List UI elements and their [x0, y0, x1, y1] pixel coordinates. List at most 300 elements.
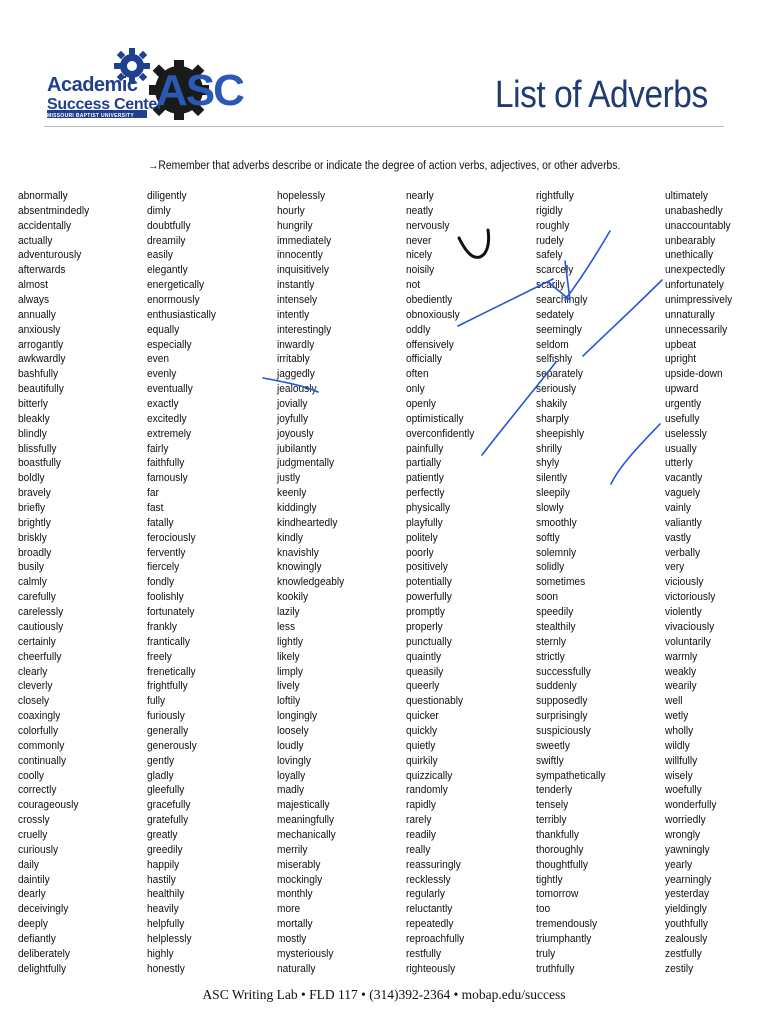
adverb-word: really — [406, 843, 431, 856]
adverb-column-5 — [536, 189, 664, 977]
adverb-word: kiddingly — [277, 502, 317, 515]
adverb-word: frightfully — [147, 680, 188, 693]
adverb-word: happily — [147, 858, 180, 871]
adverb-word: queasily — [406, 665, 444, 678]
adverb-word: righteously — [406, 962, 456, 975]
adverb-word: wholly — [665, 724, 694, 737]
adverb-word: knowledgeably — [277, 576, 345, 589]
adverb-word: ultimately — [665, 190, 708, 202]
adverb-word: greedily — [147, 843, 183, 856]
adverb-word: wonderfully — [665, 799, 717, 812]
adverb-word: uselessly — [665, 427, 707, 440]
adverb-word: surprisingly — [536, 710, 588, 723]
adverb-word: mockingly — [277, 873, 323, 886]
adverb-word: gratefully — [147, 814, 189, 827]
adverb-word: hungrily — [277, 219, 313, 232]
adverb-word: sympathetically — [536, 769, 606, 782]
adverb-word: arrogantly — [18, 338, 64, 351]
adverb-word: extremely — [147, 427, 192, 440]
adverb-word: defiantly — [18, 932, 56, 945]
adverb-word: upside-down — [665, 368, 723, 381]
adverb-word: merrily — [277, 843, 308, 856]
adverb-word: judgmentally — [277, 457, 335, 470]
adverb-word: carelessly — [18, 606, 64, 619]
adverb-word: not — [406, 279, 421, 292]
adverb-word: inwardly — [277, 338, 315, 351]
adverb-word: smoothly — [536, 516, 577, 529]
adverb-word: loftily — [277, 695, 301, 708]
adverb-word: evenly — [147, 368, 177, 381]
adverb-word: always — [18, 294, 50, 307]
adverb-word: softly — [536, 531, 560, 544]
adverb-word: knavishly — [277, 546, 319, 559]
adverb-word: gladly — [147, 769, 174, 782]
adverb-word: lively — [277, 680, 300, 693]
adverb-word: meaningfully — [277, 814, 335, 827]
adverb-word: physically — [406, 502, 451, 515]
adverb-word: mysteriously — [277, 947, 334, 960]
adverb-word: awkwardly — [18, 353, 66, 366]
adverb-word: willfully — [665, 754, 698, 767]
adverb-word: naturally — [277, 962, 316, 975]
adverb-word: sedately — [536, 308, 574, 321]
adverb-word: cheerfully — [18, 650, 62, 663]
adverb-word: slowly — [536, 502, 564, 515]
adverb-word: obnoxiously — [406, 308, 460, 321]
adverb-word: kindheartedly — [277, 516, 338, 529]
adverb-word: shrilly — [536, 442, 562, 455]
adverb-word: safely — [536, 249, 563, 262]
adverb-word: even — [147, 353, 170, 366]
adverb-word: freely — [147, 650, 172, 663]
adverb-word: rightfully — [536, 190, 574, 202]
adverb-word: innocently — [277, 249, 323, 262]
adverb-word: unabashedly — [665, 204, 723, 217]
adverb-columns — [0, 189, 768, 979]
adverb-word: joyously — [277, 427, 314, 440]
adverb-word: oddly — [406, 323, 431, 336]
adverb-word: queerly — [406, 680, 440, 693]
adverb-word: heavily — [147, 903, 179, 916]
adverb-word: jovially — [277, 398, 308, 411]
asc-logo — [44, 44, 243, 124]
adverb-word: viciously — [665, 576, 704, 589]
adverb-word: potentially — [406, 576, 452, 589]
adverb-word: quietly — [406, 739, 436, 752]
adverb-word: kindly — [277, 531, 304, 544]
adverb-word: randomly — [406, 784, 448, 797]
adverb-word: vaguely — [665, 487, 701, 500]
adverb-word: exactly — [147, 398, 179, 411]
adverb-word: jaggedly — [277, 368, 315, 381]
adverb-word: miserably — [277, 858, 321, 871]
adverb-word: jubilantly — [277, 442, 317, 455]
logo-line-academic: Academic — [47, 74, 138, 96]
adverb-word: politely — [406, 531, 438, 544]
adverb-word: vacantly — [665, 472, 703, 485]
adverb-word: properly — [406, 620, 443, 633]
adverb-word: wisely — [665, 769, 693, 782]
adverb-word: upward — [665, 383, 699, 396]
adverb-word: courageously — [18, 799, 79, 812]
adverb-word: briskly — [18, 531, 47, 544]
adverb-word: frankly — [147, 620, 177, 633]
adverb-word: bitterly — [18, 398, 48, 411]
adverb-word: unaccountably — [665, 219, 731, 232]
adverb-word: gleefully — [147, 784, 185, 797]
adverb-word: justly — [277, 472, 301, 485]
adverb-word: usefully — [665, 412, 700, 425]
adverb-word: wildly — [665, 739, 690, 752]
adverb-word: thankfully — [536, 828, 579, 841]
adverb-word: blindly — [18, 427, 47, 440]
adverb-word: roughly — [536, 219, 570, 232]
adverb-word: shakily — [536, 398, 568, 411]
adverb-word: solemnly — [536, 546, 577, 559]
adverb-word: utterly — [665, 457, 693, 470]
adverb-word: fiercely — [147, 561, 180, 574]
adverb-word: lovingly — [277, 754, 311, 767]
adverb-word: actually — [18, 234, 53, 247]
adverb-word: cleverly — [18, 680, 53, 693]
adverb-word: noisily — [406, 264, 435, 277]
adverb-word: intensely — [277, 294, 318, 307]
adverb-word: often — [406, 368, 429, 381]
adverb-word: sleepily — [536, 487, 570, 500]
adverb-word: too — [536, 903, 551, 916]
adverb-column-4 — [406, 189, 534, 977]
adverb-word: bravely — [18, 487, 51, 500]
adverb-word: rarely — [406, 814, 432, 827]
adverb-word: only — [406, 383, 425, 396]
adverb-word: almost — [18, 279, 48, 292]
adverb-word: cautiously — [18, 620, 64, 633]
adverb-word: quicker — [406, 710, 439, 723]
adverb-word: zestily — [665, 962, 694, 975]
adverb-word: mostly — [277, 932, 307, 945]
adverb-word: boastfully — [18, 457, 61, 470]
adverb-word: fairly — [147, 442, 169, 455]
adverb-word: anxiously — [18, 323, 61, 336]
adverb-word: madly — [277, 784, 305, 797]
adverb-word: offensively — [406, 338, 454, 351]
adverb-word: diligently — [147, 190, 187, 202]
adverb-word: seemingly — [536, 323, 582, 336]
adverb-word: well — [665, 695, 683, 708]
adverb-word: thoroughly — [536, 843, 584, 856]
adverb-word: vainly — [665, 502, 692, 515]
adverb-word: absentmindedly — [18, 204, 90, 217]
adverb-word: busily — [18, 561, 45, 574]
adverb-word: easily — [147, 249, 174, 262]
adverb-word: less — [277, 620, 296, 633]
adverb-word: generously — [147, 739, 197, 752]
adverb-word: selfishly — [536, 353, 573, 366]
adverb-word: keenly — [277, 487, 307, 500]
adverb-word: sheepishly — [536, 427, 585, 440]
adverb-word: overconfidently — [406, 427, 475, 440]
adverb-word: separately — [536, 368, 583, 381]
adverb-word: partially — [406, 457, 442, 470]
adverb-word: hourly — [277, 204, 305, 217]
adverb-word: patiently — [406, 472, 444, 485]
adverb-word: more — [277, 903, 301, 916]
adverb-word: fatally — [147, 516, 174, 529]
adverb-word: tomorrow — [536, 888, 579, 901]
adverb-word: briefly — [18, 502, 46, 515]
adverb-word: blissfully — [18, 442, 57, 455]
adverb-word: kookily — [277, 591, 309, 604]
adverb-word: dreamily — [147, 234, 186, 247]
adverb-word: openly — [406, 398, 436, 411]
adverb-word: faithfully — [147, 457, 185, 470]
adverb-word: irritably — [277, 353, 310, 366]
adverb-word: optimistically — [406, 412, 464, 425]
adverb-word: ferociously — [147, 531, 196, 544]
adverb-word: carefully — [18, 591, 56, 604]
adverb-word: yieldingly — [665, 903, 707, 916]
logo-abbreviation: ASC — [156, 66, 243, 115]
adverb-word: thoughtfully — [536, 858, 589, 871]
adverb-word: unimpressively — [665, 294, 733, 307]
adverb-word: loyally — [277, 769, 306, 782]
adverb-word: yearningly — [665, 873, 712, 886]
adverb-word: unnaturally — [665, 308, 715, 321]
adverb-word: nicely — [406, 249, 433, 262]
adverb-word: searchingly — [536, 294, 588, 307]
adverb-word: gracefully — [147, 799, 191, 812]
adverb-word: perfectly — [406, 487, 445, 500]
adverb-word: helplessly — [147, 932, 192, 945]
adverb-word: reassuringly — [406, 858, 461, 871]
adverb-word: yawningly — [665, 843, 710, 856]
adverb-word: delightfully — [18, 962, 67, 975]
adverb-word: tightly — [536, 873, 563, 886]
adverb-word: weakly — [665, 665, 697, 678]
page-title: List of Adverbs — [495, 74, 708, 116]
adverb-word: healthily — [147, 888, 185, 901]
adverb-word: quirkily — [406, 754, 438, 767]
adverb-word: stealthily — [536, 620, 576, 633]
adverb-word: adventurously — [18, 249, 82, 262]
adverb-word: strictly — [536, 650, 565, 663]
adverb-word: tremendously — [536, 918, 598, 931]
adverb-word: boldly — [18, 472, 45, 485]
adverb-word: fully — [147, 695, 166, 708]
logo-line-university: MISSOURI BAPTIST UNIVERSITY — [47, 113, 134, 119]
adverb-word: vastly — [665, 531, 692, 544]
adverb-word: likely — [277, 650, 300, 663]
adverb-word: daintily — [18, 873, 50, 886]
adverb-word: bleakly — [18, 412, 50, 425]
adverb-word: soon — [536, 591, 559, 604]
adverb-word: recklessly — [406, 873, 451, 886]
adverb-word: rigidly — [536, 204, 563, 217]
adverb-word: deeply — [18, 918, 48, 931]
adverb-word: monthly — [277, 888, 313, 901]
adverb-word: loosely — [277, 724, 309, 737]
adverb-word: wearily — [665, 680, 697, 693]
adverb-word: fast — [147, 502, 164, 515]
adverb-word: commonly — [18, 739, 65, 752]
adverb-word: energetically — [147, 279, 205, 292]
adverb-word: accidentally — [18, 219, 72, 232]
adverb-word: limply — [277, 665, 303, 678]
adverb-word: fondly — [147, 576, 175, 589]
adverb-word: scarcely — [536, 264, 574, 277]
adverb-word: instantly — [277, 279, 315, 292]
adverb-word: restfully — [406, 947, 442, 960]
adverb-word: mortally — [277, 918, 313, 931]
adverb-word: dearly — [18, 888, 46, 901]
adverb-word: successfully — [536, 665, 591, 678]
reminder-note: →Remember that adverbs describe or indicate the degree of action verbs, adjectives, or other adverbs. — [148, 160, 621, 172]
adverb-word: victoriously — [665, 591, 716, 604]
adverb-word: colorfully — [18, 724, 59, 737]
adverb-word: coaxingly — [18, 710, 61, 723]
adverb-word: inquisitively — [277, 264, 329, 277]
adverb-word: fortunately — [147, 606, 195, 619]
adverb-word: closely — [18, 695, 50, 708]
adverb-word: jealously — [277, 383, 317, 396]
adverb-word: beautifully — [18, 383, 64, 396]
adverb-word: regularly — [406, 888, 445, 901]
adverb-word: loudly — [277, 739, 304, 752]
adverb-word: wrongly — [665, 828, 701, 841]
adverb-word: bashfully — [18, 368, 59, 381]
adverb-word: triumphantly — [536, 932, 592, 945]
adverb-word: equally — [147, 323, 180, 336]
adverb-word: quickly — [406, 724, 438, 737]
adverb-word: voluntarily — [665, 635, 711, 648]
adverb-word: deceivingly — [18, 903, 69, 916]
adverb-word: immediately — [277, 234, 332, 247]
adverb-word: poorly — [406, 546, 434, 559]
adverb-word: crossly — [18, 814, 50, 827]
adverb-word: violently — [665, 606, 702, 619]
adverb-word: truly — [536, 947, 556, 960]
adverb-word: nearly — [406, 190, 434, 202]
adverb-word: mechanically — [277, 828, 336, 841]
adverb-word: daily — [18, 858, 39, 871]
adverb-word: fervently — [147, 546, 186, 559]
adverb-word: clearly — [18, 665, 48, 678]
adverb-word: certainly — [18, 635, 56, 648]
adverb-word: yesterday — [665, 888, 710, 901]
adverb-word: promptly — [406, 606, 445, 619]
adverb-word: verbally — [665, 546, 701, 559]
footer-contact: ASC Writing Lab • FLD 117 • (314)392-2364 • mobap.edu/success — [202, 987, 566, 1002]
adverb-word: obediently — [406, 294, 453, 307]
adverb-word: unbearably — [665, 234, 716, 247]
adverb-word: coolly — [18, 769, 45, 782]
adverb-word: tenderly — [536, 784, 573, 797]
adverb-word: deliberately — [18, 947, 71, 960]
adverb-word: dimly — [147, 204, 171, 217]
adverb-word: sternly — [536, 635, 566, 648]
adverb-word: supposedly — [536, 695, 588, 708]
adverb-word: woefully — [665, 784, 702, 797]
adverb-word: generally — [147, 724, 189, 737]
adverb-word: frenetically — [147, 665, 196, 678]
adverb-word: unethically — [665, 249, 714, 262]
adverb-word: youthfully — [665, 918, 708, 931]
adverb-word: knowingly — [277, 561, 322, 574]
adverb-word: truthfully — [536, 962, 575, 975]
adverb-word: nervously — [406, 219, 450, 232]
adverb-word: questionably — [406, 695, 464, 708]
adverb-word: solidly — [536, 561, 565, 574]
adverb-word: zestfully — [665, 947, 702, 960]
adverb-word: playfully — [406, 516, 443, 529]
adverb-word: wetly — [665, 710, 689, 723]
adverb-word: far — [147, 487, 159, 500]
adverb-word: silently — [536, 472, 568, 485]
adverb-word: punctually — [406, 635, 452, 648]
adverb-word: continually — [18, 754, 67, 767]
adverb-word: positively — [406, 561, 448, 574]
adverb-word: terribly — [536, 814, 567, 827]
adverb-word: hopelessly — [277, 190, 326, 202]
header-divider — [44, 126, 724, 127]
adverb-word: brightly — [18, 516, 51, 529]
adverb-word: greatly — [147, 828, 178, 841]
adverb-word: intently — [277, 308, 310, 321]
adverb-word: quaintly — [406, 650, 442, 663]
adverb-word: elegantly — [147, 264, 188, 277]
adverb-word: curiously — [18, 843, 59, 856]
adverb-word: lazily — [277, 606, 300, 619]
adverb-word: reproachfully — [406, 932, 465, 945]
adverb-word: highly — [147, 947, 174, 960]
adverb-word: painfully — [406, 442, 444, 455]
adverb-word: suspiciously — [536, 724, 591, 737]
adverb-word: officially — [406, 353, 442, 366]
adverb-word: upbeat — [665, 338, 697, 351]
adverb-word: gently — [147, 754, 175, 767]
adverb-column-3 — [277, 189, 405, 977]
adverb-word: sharply — [536, 412, 569, 425]
adverb-word: urgently — [665, 398, 702, 411]
adverb-word: enormously — [147, 294, 200, 307]
adverb-word: furiously — [147, 710, 185, 723]
adverb-word: famously — [147, 472, 188, 485]
adverb-word: especially — [147, 338, 192, 351]
adverb-word: scarily — [536, 279, 565, 292]
adverb-word: doubtfully — [147, 219, 191, 232]
adverb-word: unexpectedly — [665, 264, 725, 277]
adverb-word: very — [665, 561, 685, 574]
adverb-word: valiantly — [665, 516, 702, 529]
adverb-word: powerfully — [406, 591, 452, 604]
adverb-word: honestly — [147, 962, 185, 975]
adverb-word: helpfully — [147, 918, 185, 931]
adverb-column-6 — [665, 189, 768, 977]
adverb-word: seriously — [536, 383, 577, 396]
adverb-word: longingly — [277, 710, 318, 723]
adverb-word: yearly — [665, 858, 693, 871]
adverb-word: frantically — [147, 635, 190, 648]
adverb-word: majestically — [277, 799, 330, 812]
adverb-word: never — [406, 234, 432, 247]
adverb-word: rapidly — [406, 799, 436, 812]
adverb-word: sweetly — [536, 739, 570, 752]
adverb-word: reluctantly — [406, 903, 453, 916]
adverb-word: hastily — [147, 873, 176, 886]
adverb-word: neatly — [406, 204, 434, 217]
adverb-word: unfortunately — [665, 279, 724, 292]
adverb-word: rudely — [536, 234, 564, 247]
